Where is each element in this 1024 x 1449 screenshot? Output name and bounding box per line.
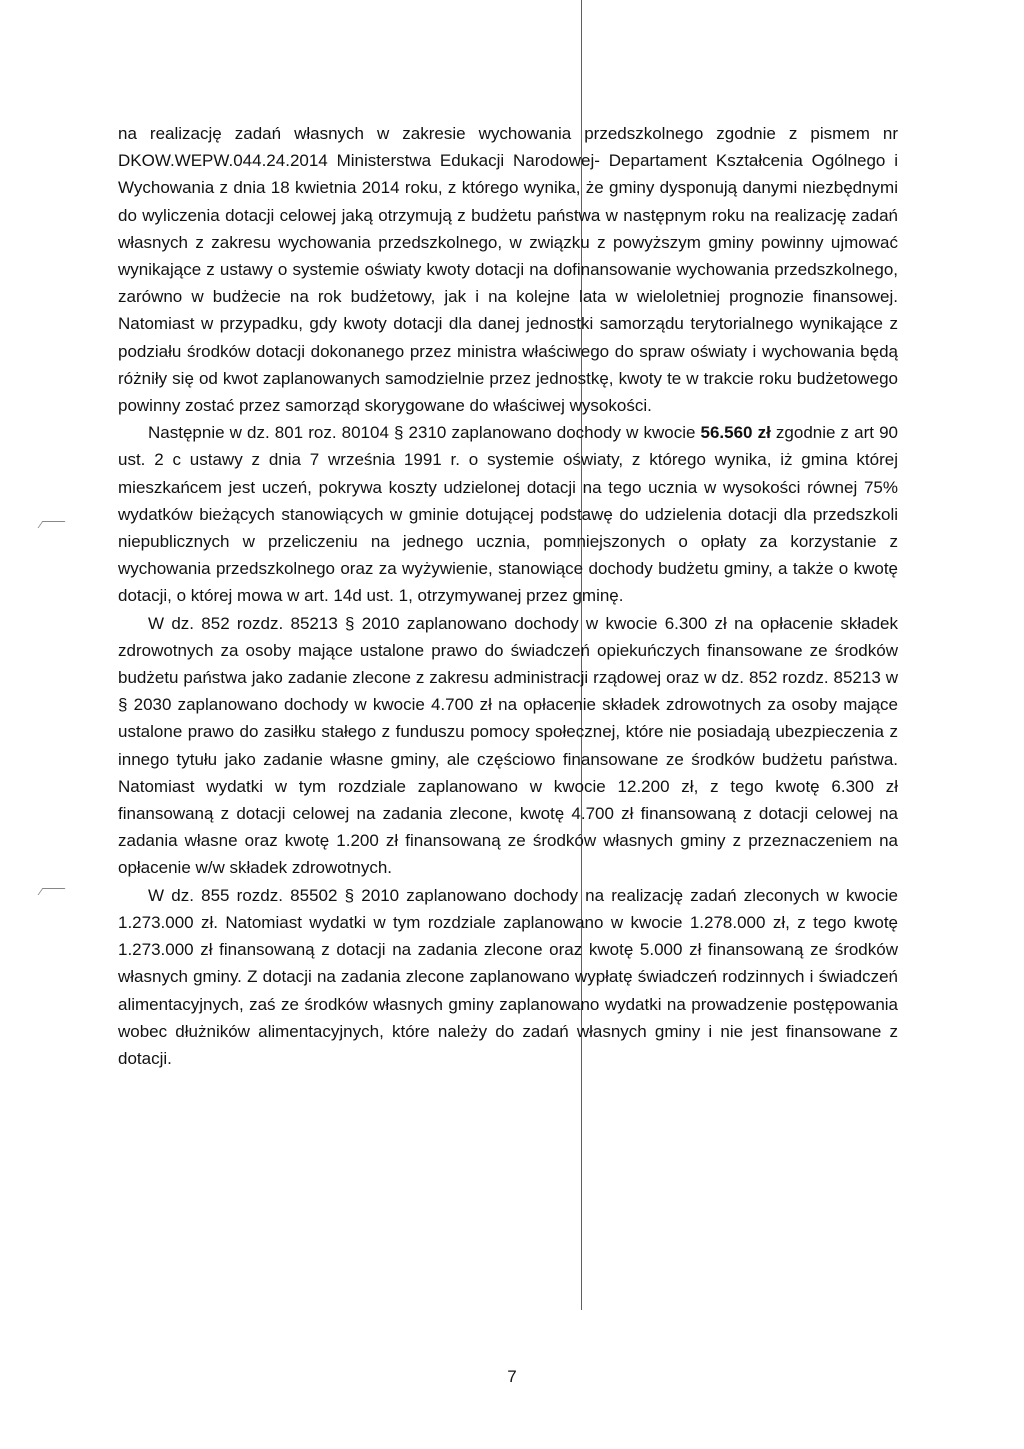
- margin-mark: [38, 521, 66, 528]
- paragraph-budget-planning: na realizację zadań własnych w zakresie wychowania przedszkolnego zgodnie z pismem nr DKOW.WEPW.044.24.2014 Ministerstwa Edukacji Narodowej- Departament Kształcenia Ogólnego i Wychowania z dnia 18 kwietnia 2014 roku, z którego wynika, że gminy dysponują danymi niezbędnymi do wyliczenia dotacji celowej jaką otrzymują z budżetu państwa w następnym roku na realizację zadań własnych z zakresu wychowania przedszkolnego, w związku z powyższym gminy powinny ujmować wynikające z ustawy o systemie oświaty kwoty dotacji na dofinansowanie wychowania przedszkolnego, zarówno w budżecie na rok budżetowy, jak i na kolejne lata w wieloletniej prognozie finansowej. Natomiast w przypadku, gdy kwoty dotacji dla danej jednostki samorządu terytorialnego wynikające z podziału środków dotacji dokonanego przez ministra właściwego do spraw oświaty i wychowania będą różniły się od kwot zaplanowanych samodzielnie przez jednostkę, kwoty te w trakcie roku budżetowego powinny zostać przez samorząd skorygowane do właściwej wysokości.: [118, 124, 898, 416]
- page-number: 7: [507, 1367, 517, 1386]
- paragraph-dz-801: [118, 419, 898, 609]
- document-body: [118, 120, 898, 1072]
- paragraph-text: zgodnie z art 90 ust. 2 c ustawy z dnia 7 września 1991 r. o systemie oświaty, z którego wynika, iż gmina której mieszkańcem jest uczeń, pokrywa koszty udzielonej dotacji na tego ucznia w wysokości równej 75% wydatków bieżących stanowiących w gminie dotującej podstawę do udzielenia dotacji dla przedszkoli niepublicznych w przeliczeniu na jednego ucznia, pomniejszonych o opłaty za korzystanie z wychowania przedszkolnego oraz za wyżywienie, stanowiące dochody budżetu gminy, a także o kwotę dotacji, o której mowa w art. 14d ust. 1, otrzymywanej przez gminę.: [118, 423, 898, 606]
- paragraph-dz-855: W dz. 855 rozdz. 85502 § 2010 zaplanowano dochody na realizację zadań zleconych w kwocie 1.273.000 zł. Natomiast wydatki w tym rozdziale zaplanowano w kwocie 1.278.000 zł, z tego kwotę 1.273.000 zł finansowaną z dotacji na zadania zlecone oraz kwotę 5.000 zł finansowaną ze środków własnych gminy. Z dotacji na zadania zlecone zaplanowano wypłatę świadczeń rodzinnych i świadczeń alimentacyjnych, zaś ze środków własnych gminy zaplanowano wydatki na prowadzenie postępowania wobec dłużników alimentacyjnych, które należy do zadań własnych gminy i nie jest finansowane z dotacji.: [118, 885, 898, 1068]
- margin-mark: [38, 888, 66, 895]
- bold-amount: 56.560 zł: [700, 423, 771, 443]
- paragraph-dz-852: W dz. 852 rozdz. 85213 § 2010 zaplanowano dochody w kwocie 6.300 zł na opłacenie składek zdrowotnych za osoby mające ustalone prawo do świadczeń opiekuńczych finansowane ze środków budżetu państwa jako zadanie zlecone z zakresu administracji rządowej oraz w dz. 852 rozdz. 85213 w § 2030 zaplanowano dochody w kwocie 4.700 zł na opłacenie składek zdrowotnych za osoby mające ustalone prawo do zasiłku stałego z funduszu pomocy społecznej, które nie posiadają ubezpieczenia z innego tytułu jako zadanie własne gminy, ale częściowo finansowane ze środków budżetu państwa. Natomiast wydatki w tym rozdziale zaplanowano w kwocie 12.200 zł, z tego kwotę 6.300 zł finansowaną z dotacji celowej na zadania zlecone, kwotę 4.700 zł finansowaną z dotacji celowej na zadania własne oraz kwotę 1.200 zł finansowaną ze środków własnych gminy z przeznaczeniem na opłacenie w/w składek zdrowotnych.: [118, 613, 898, 878]
- paragraph-text: Następnie w dz. 801 roz. 80104 § 2310 zaplanowano dochody w kwocie: [148, 423, 701, 443]
